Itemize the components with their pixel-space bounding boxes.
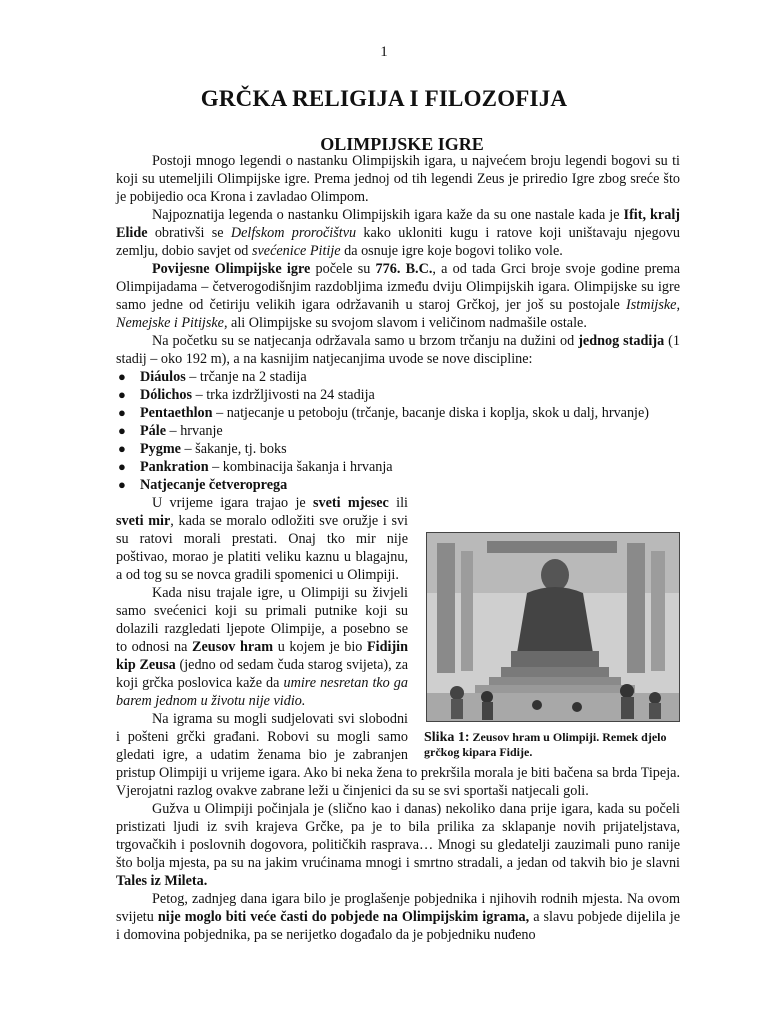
paragraph-ifit-legend: Najpoznatija legenda o nastanku Olimpijskih igara kaže da su one nastale kada je Ifit, kralj Elide obrativši se Delfskom proročištvu kako ukloniti kugu i ratove koji uništavaju njegovu zemlju, dobio savjet od svećenice Pitije da osnuje igre koje bogovi toliko vole. [116,207,680,259]
section-title: OLIMPIJSKE IGRE [320,134,484,154]
figure-caption: Slika 1: Zeusov hram u Olimpiji. Remek djelo grčkog kipara Fidije. [424,730,667,759]
figure-zeus-temple [418,532,680,760]
bullet-icon: ● [118,459,126,474]
page-number: 1 [380,44,388,60]
list-item: ● Natjecanje četveroprega [118,477,288,493]
paragraph-participants: Na igrama su mogli sudjelovati svi slobodni i pošteni grčki građani. Robovi su mogli samo gledati igre, a udatim ženama bio je zabranjen pristup Olimpiji u vrijeme igara. Ako bi neka žena to prekršila morala je biti bačena sa brda Tipeja. Vjerojatni razlog ovakve zabrane leži u činjenici da su se svi sportaši natjecali goli. [116,711,680,799]
document-body [116,152,680,944]
list-item: ● Pygme – šakanje, tj. boks [118,441,287,457]
list-item: ● Pentaethlon – natjecanje u petoboju (trčanje, bacanje diska i koplja, skok u dalj, hrvanje) [118,405,650,421]
list-item: ● Pankration – kombinacija šakanja i hrvanja [118,459,393,475]
paragraph-historical-games: Povijesne Olimpijske igre počele su 776. B.C., a od tada Grci broje svoje godine prema Olimpijadama – četverogodišnjim razdobljima između dviju Olimpijskih igara. Olimpijske su igre samo jedne od četiriju velikih igara održavanih u staroj Grčkoj, jer još su postojale Istmijske, Nemejske i Pitijske, ali Olimpijske su svojom slavom i veličinom nadmašile ostale. [116,261,681,331]
paragraph-legends: Postoji mnogo legendi o nastanku Olimpijskih igara, u najvećem broju legendi bogovi su ti koji su utemeljili Olimpijske igre. Prema jednoj od tih legendi Zeus je priredio Igre zbog sreće što je pobijedio oca Krona i zavladao Olimpom. [116,153,680,205]
bullet-icon: ● [118,405,126,420]
bullet-icon: ● [118,423,126,438]
list-item: ● Dólichos – trka izdržljivosti na 24 stadija [118,387,375,403]
bullet-icon: ● [118,441,126,456]
zeus-temple-engraving-image [426,532,680,722]
list-item: ● Pále – hrvanje [118,423,223,439]
disciplines-list [116,368,680,494]
paragraph-sacred-truce: U vrijeme igara trajao je sveti mjesec ili sveti mir, kada se moralo odložiti sve oružje i svi su ratovi morali prestati. Onaj tko mir nije poštivao, morao je platiti veliku kaznu u blagajnu, a od tog su se novca gradili spomenici u Olimpiji. [116,495,409,583]
paragraph-priests: Kada nisu trajale igre, u Olimpiji su živjeli samo svećenici koji su primali putnike koji su dolazili razgledati ljepote Olimpije, a posebno se to odnosi na Zeusov hram u kojem je bio Fidijin kip Zeusa (jedno od sedam čuda starog svijeta), za koji grčka poslovica kaže da umire nesretan tko ga barem jednom u životu nije vidio. [116,585,408,709]
list-item: ● Diáulos – trčanje na 2 stadija [118,369,307,385]
bullet-icon: ● [118,369,126,384]
document-title: GRČKA RELIGIJA I FILOZOFIJA [200,86,568,111]
paragraph-crowds: Gužva u Olimpiji počinjala je (slično kao i danas) nekoliko dana prije igara, kada su počeli pristizati ljudi iz svih krajeva Grčke, pa je to bila prilika za sklapanje novih prijateljstava, trgovačkih i poslovnih dogovora, političkih rasprava… Mnogi su gledatelji zauzimali puno ranije što bolja mjesta, pa su na jakim vrućinama mnogi i smrtno stradali, a jedan od takvih bio je slavni Tales iz Mileta. [116,801,680,889]
paragraph-victory: Petog, zadnjeg dana igara bilo je proglašenje pobjednika i njihovih rodnih mjesta. Na ovom svijetu nije moglo biti veće časti do pobjede na Olimpijskim igrama, a slavu pobjede dijelila je i domovina pobjednika, pa se nerijetko događalo da je pobjedniku nuđeno [116,891,680,943]
paragraph-stadion: Na početku su se natjecanja održavala samo u brzom trčanju na dužini od jednog stadija (1 stadij – oko 192 m), a na kasnijim natjecanjima uvode se nove discipline: [116,333,680,367]
bullet-icon: ● [118,387,126,402]
bullet-icon: ● [118,477,126,492]
engraving-illustration [427,533,679,721]
